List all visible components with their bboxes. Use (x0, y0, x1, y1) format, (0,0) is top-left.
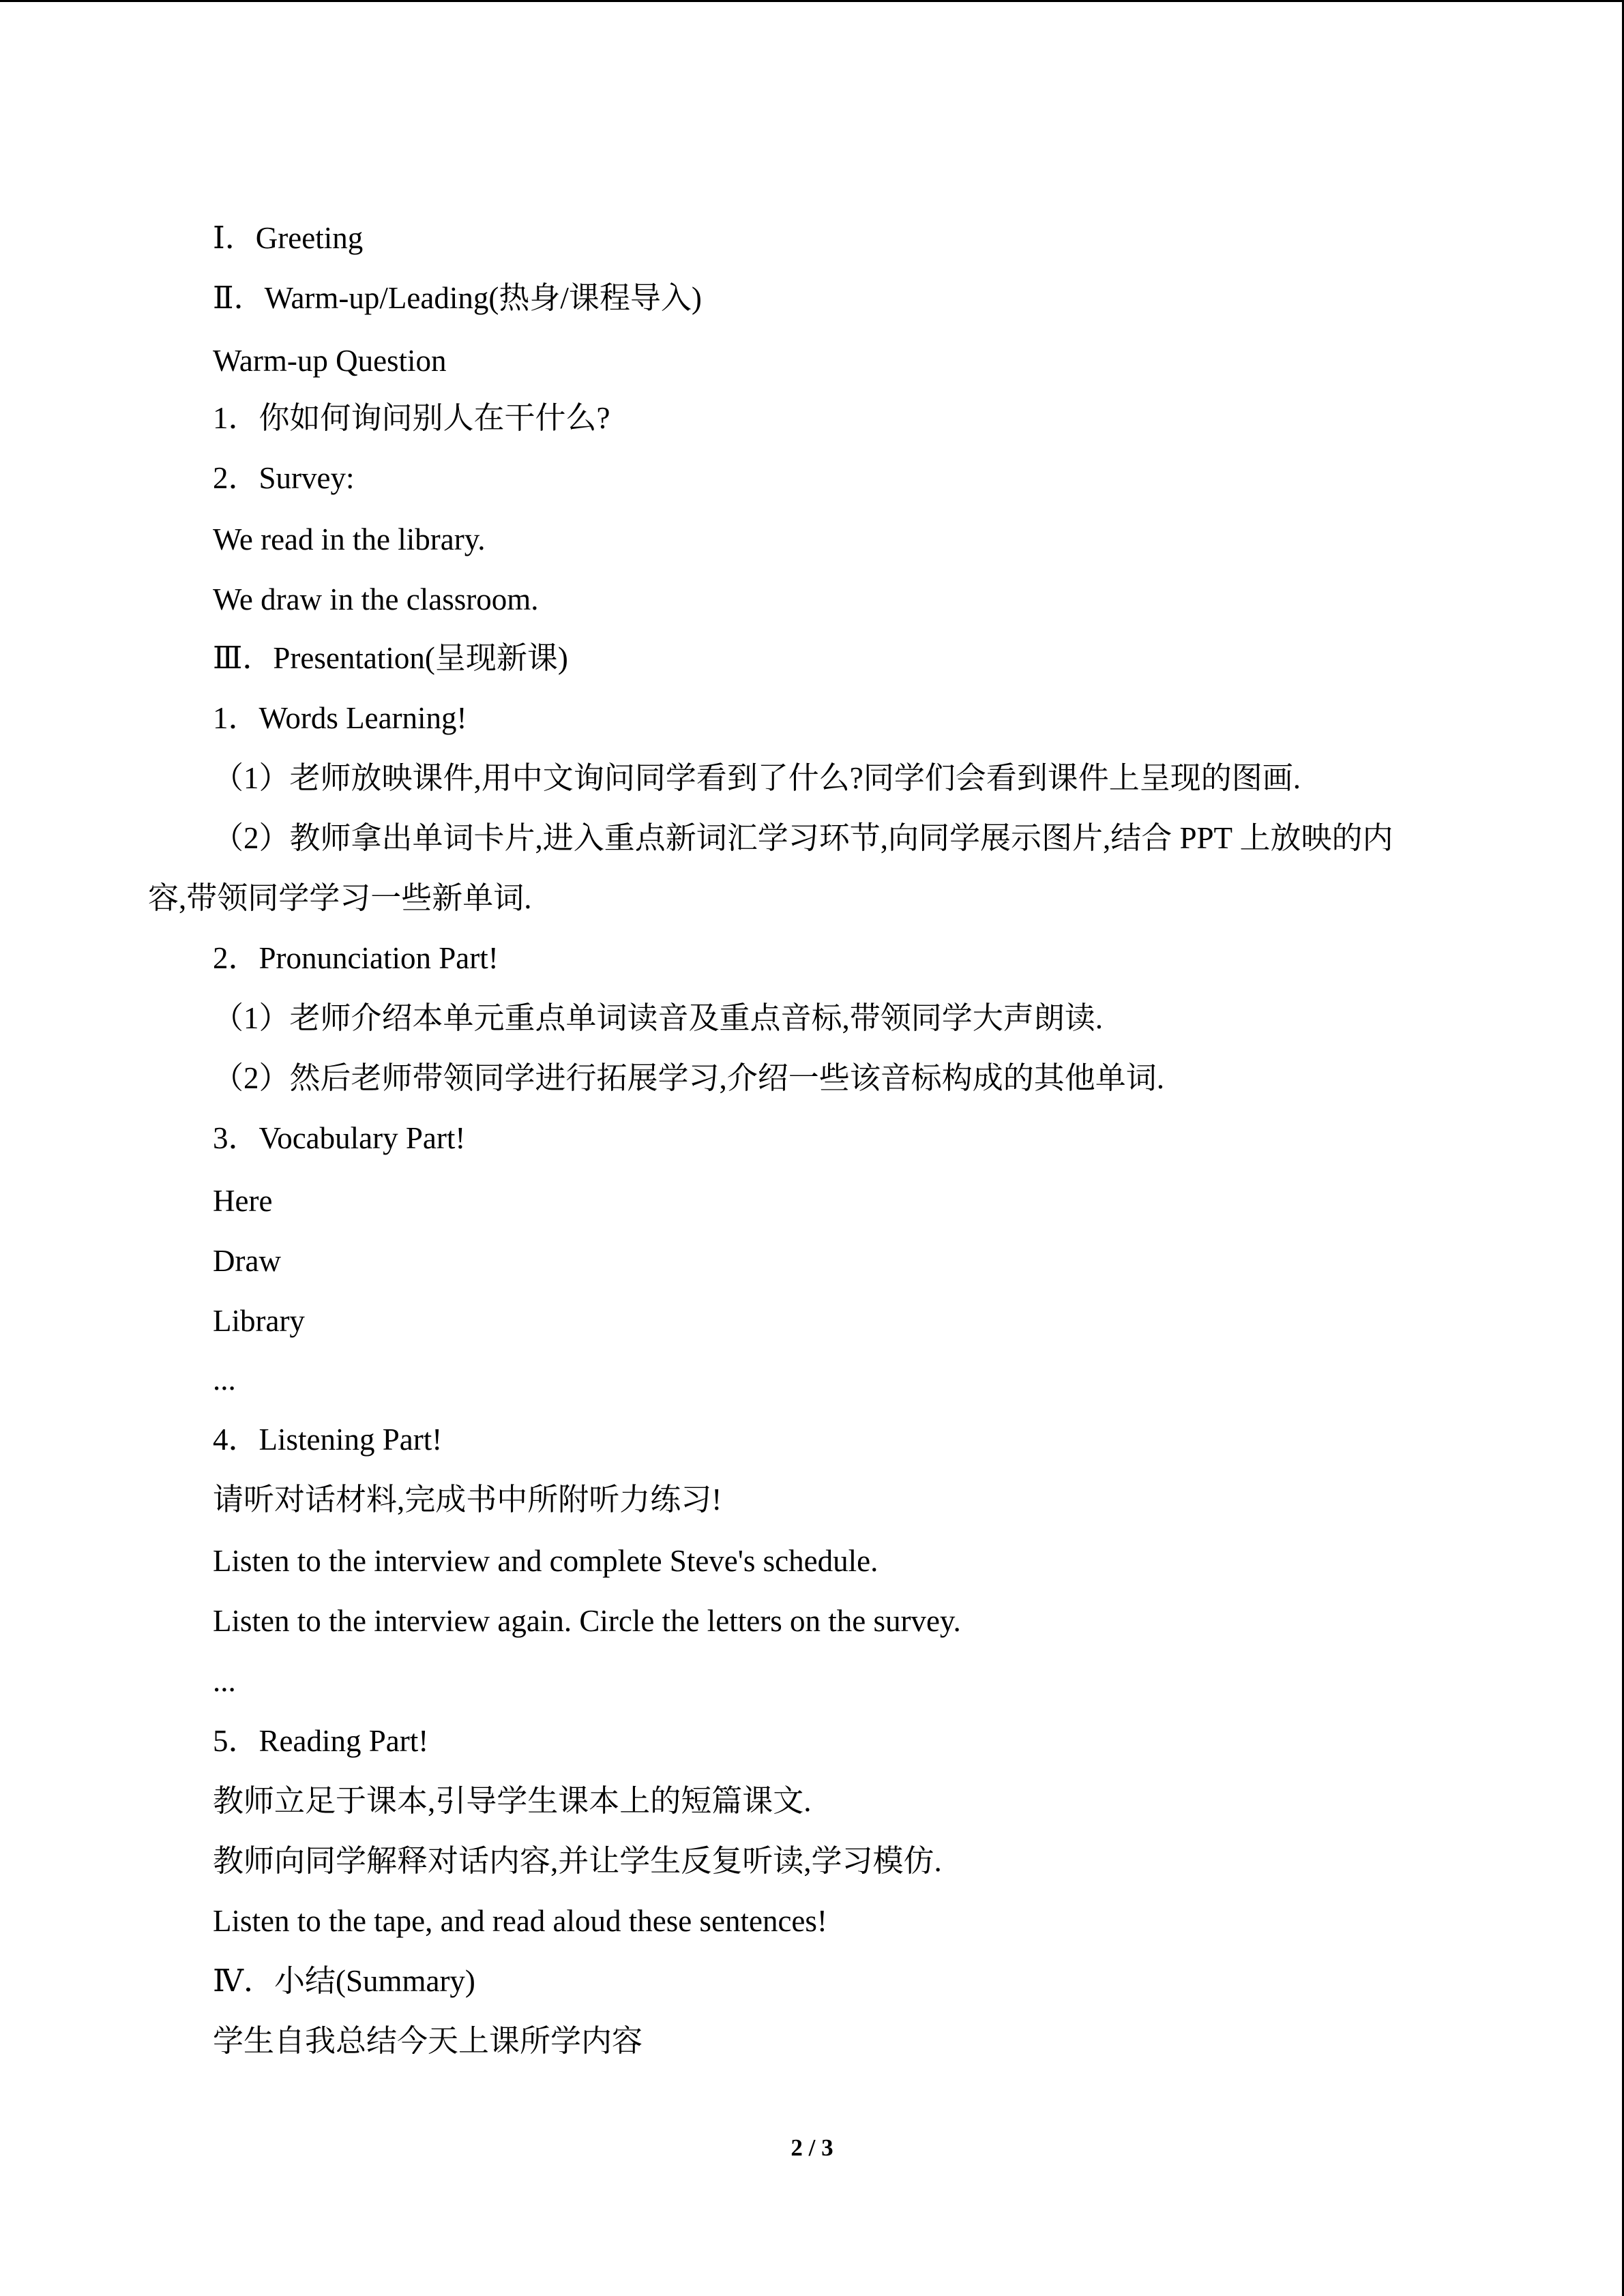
text-line: （2）然后老师带领同学进行拓展学习,介绍一些该音标构成的其他单词. (213, 1061, 1165, 1095)
text-line: 请听对话材料,完成书中所附听力练习! (213, 1482, 722, 1517)
text-line: 2．Survey: (213, 461, 355, 495)
text-line: 教师向同学解释对话内容,并让学生反复听读,学习模仿. (213, 1844, 942, 1878)
text-line: （1）老师放映课件,用中文询问同学看到了什么?同学们会看到课件上呈现的图画. (213, 761, 1301, 795)
text-line: 2．Pronunciation Part! (213, 941, 499, 975)
text-line: Listen to the interview again. Circle the letters on the survey. (213, 1604, 961, 1638)
section-heading-summary: Ⅳ．小结(Summary) (213, 1964, 475, 1998)
text-line: ... (213, 1362, 236, 1397)
section-heading-warmup: Ⅱ．Warm-up/Leading(热身/课程导入) (213, 281, 702, 315)
text-line: We read in the library. (213, 522, 486, 556)
text-line: 3．Vocabulary Part! (213, 1121, 466, 1155)
section-heading-presentation: Ⅲ．Presentation(呈现新课) (213, 641, 568, 675)
text-line: Library (213, 1304, 305, 1338)
text-line: 4．Listening Part! (213, 1422, 443, 1457)
page-number: 2 / 3 (791, 2134, 833, 2161)
text-line: 学生自我总结今天上课所学内容 (213, 2024, 643, 2058)
text-line: We draw in the classroom. (213, 582, 539, 616)
text-line: 1．Words Learning! (213, 701, 467, 735)
text-line-continued: 容,带领同学学习一些新单词. (148, 881, 532, 915)
text-line: 1．你如何询问别人在干什么? (213, 401, 610, 435)
text-line: Listen to the interview and complete Steve's schedule. (213, 1544, 879, 1578)
text-line: Here (213, 1184, 273, 1218)
text-line: 教师立足于课本,引导学生课本上的短篇课文. (213, 1784, 812, 1818)
text-line: ... (213, 1664, 236, 1698)
text-line: Listen to the tape, and read aloud these sentences! (213, 1904, 827, 1938)
section-heading-greeting: Ⅰ．Greeting (213, 221, 364, 255)
text-line: Warm-up Question (213, 344, 447, 378)
text-line: Draw (213, 1244, 281, 1278)
text-line: 5．Reading Part! (213, 1724, 429, 1758)
text-line: （2）教师拿出单词卡片,进入重点新词汇学习环节,向同学展示图片,结合 PPT 上放映的内 (213, 821, 1393, 855)
text-line: （1）老师介绍本单元重点单词读音及重点音标,带领同学大声朗读. (213, 1001, 1104, 1035)
